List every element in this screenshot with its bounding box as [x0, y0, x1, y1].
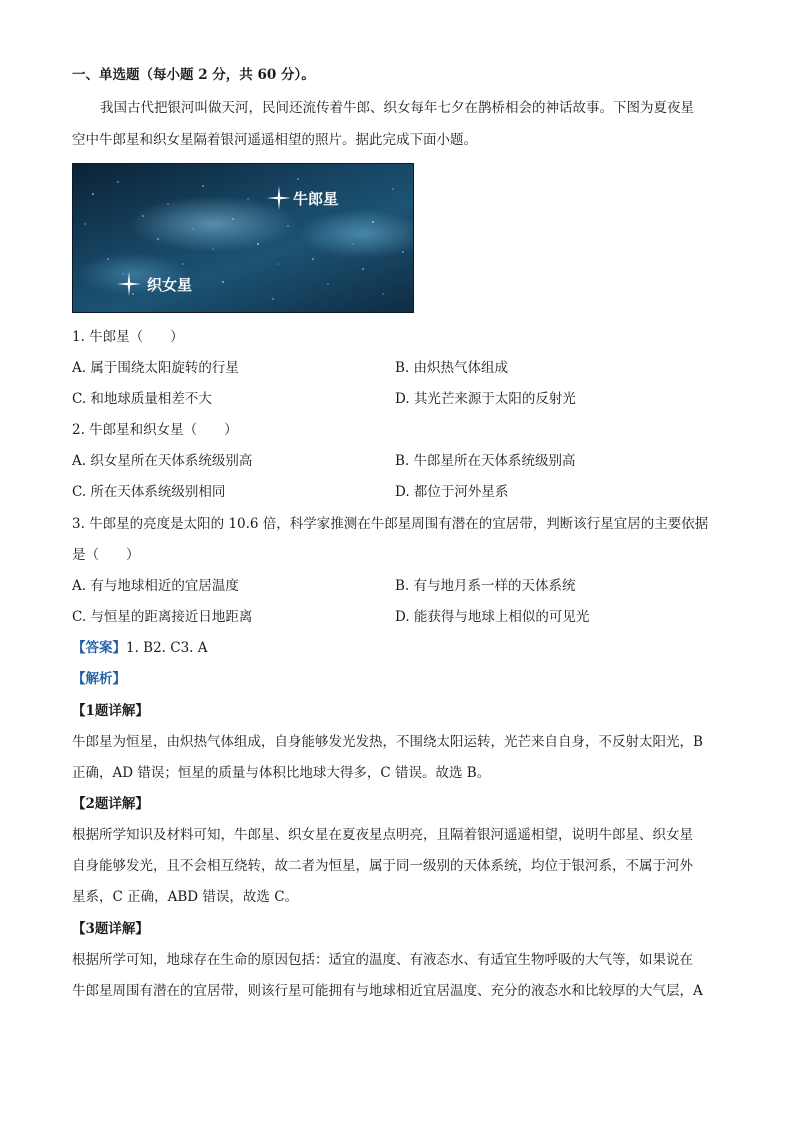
- answer-label: 【答案】: [72, 640, 126, 656]
- detail-2-line-2: 自身能够发光，且不会相互绕转，故二者为恒星，属于同一级别的天体系统，均位于银河系，不属于河外: [72, 858, 693, 874]
- question-2-option-b: B. 牛郎星所在天体系统级别高: [395, 453, 576, 469]
- question-3-option-b: B. 有与地月系一样的天体系统: [395, 578, 576, 594]
- question-1-option-a: A. 属于围绕太阳旋转的行星: [72, 360, 239, 376]
- answer-row: [72, 639, 208, 657]
- detail-3-label: 【3题详解】: [72, 921, 149, 937]
- detail-3-line-1: 根据所学可知，地球存在生命的原因包括：适宜的温度、有液态水、有适宜生物呼吸的大气等，如果说在: [72, 952, 693, 968]
- question-1-option-d: D. 其光芒来源于太阳的反射光: [395, 391, 576, 407]
- question-3-option-c: C. 与恒星的距离接近日地距离: [72, 609, 253, 625]
- analysis-label: 【解析】: [72, 671, 126, 687]
- question-1-option-b: B. 由炽热气体组成: [395, 360, 509, 376]
- question-3-option-d: D. 能获得与地球上相似的可见光: [395, 609, 590, 625]
- question-1-option-c: C. 和地球质量相差不大: [72, 391, 212, 407]
- detail-1-line-2: 正确，AD 错误；恒星的质量与体积比地球大得多，C 错误。故选 B。: [72, 765, 491, 781]
- detail-1-label: 【1题详解】: [72, 703, 149, 719]
- detail-2-line-1: 根据所学知识及材料可知，牛郎星、织女星在夏夜星点明亮，且隔着银河遥遥相望，说明牛郎星、织女星: [72, 827, 693, 843]
- question-2-option-a: A. 织女星所在天体系统级别高: [72, 453, 253, 469]
- vega-star-icon: [117, 272, 141, 296]
- detail-2-line-3: 星系，C 正确，ABD 错误，故选 C。: [72, 889, 299, 905]
- answer-text: 1. B2. C3. A: [126, 640, 208, 656]
- altair-star-icon: [267, 186, 291, 210]
- question-3-stem-line-2: 是（ ）: [72, 547, 140, 563]
- intro-line-1: 我国古代把银河叫做天河，民间还流传着牛郎、织女每年七夕在鹊桥相会的神话故事。下图为夏夜星: [100, 100, 694, 116]
- milky-way-photo: [72, 163, 414, 313]
- question-1-stem: 1. 牛郎星（ ）: [72, 329, 184, 345]
- detail-3-line-2: 牛郎星周围有潜在的宜居带，则该行星可能拥有与地球相近宜居温度、充分的液态水和比较厚的大气层，A: [72, 983, 703, 999]
- question-2-option-c: C. 所在天体系统级别相同: [72, 484, 226, 500]
- altair-label: 牛郎星: [293, 190, 339, 208]
- question-2-option-d: D. 都位于河外星系: [395, 484, 509, 500]
- question-3-stem-line-1: 3. 牛郎星的亮度是太阳的 10.6 倍，科学家推测在牛郎星周围有潜在的宜居带，判断该行星宜居的主要依据: [72, 516, 709, 532]
- intro-line-2: 空中牛郎星和织女星隔着银河遥遥相望的照片。据此完成下面小题。: [72, 132, 477, 148]
- question-2-stem: 2. 牛郎星和织女星（ ）: [72, 422, 238, 438]
- section-heading: 一、单选题（每小题 2 分，共 60 分）。: [72, 67, 315, 83]
- detail-1-line-1: 牛郎星为恒星，由炽热气体组成，自身能够发光发热，不围绕太阳运转，光芒来自自身，不反射太阳光，B: [72, 734, 703, 750]
- detail-2-label: 【2题详解】: [72, 796, 149, 812]
- vega-label: 织女星: [147, 276, 193, 294]
- question-3-option-a: A. 有与地球相近的宜居温度: [72, 578, 239, 594]
